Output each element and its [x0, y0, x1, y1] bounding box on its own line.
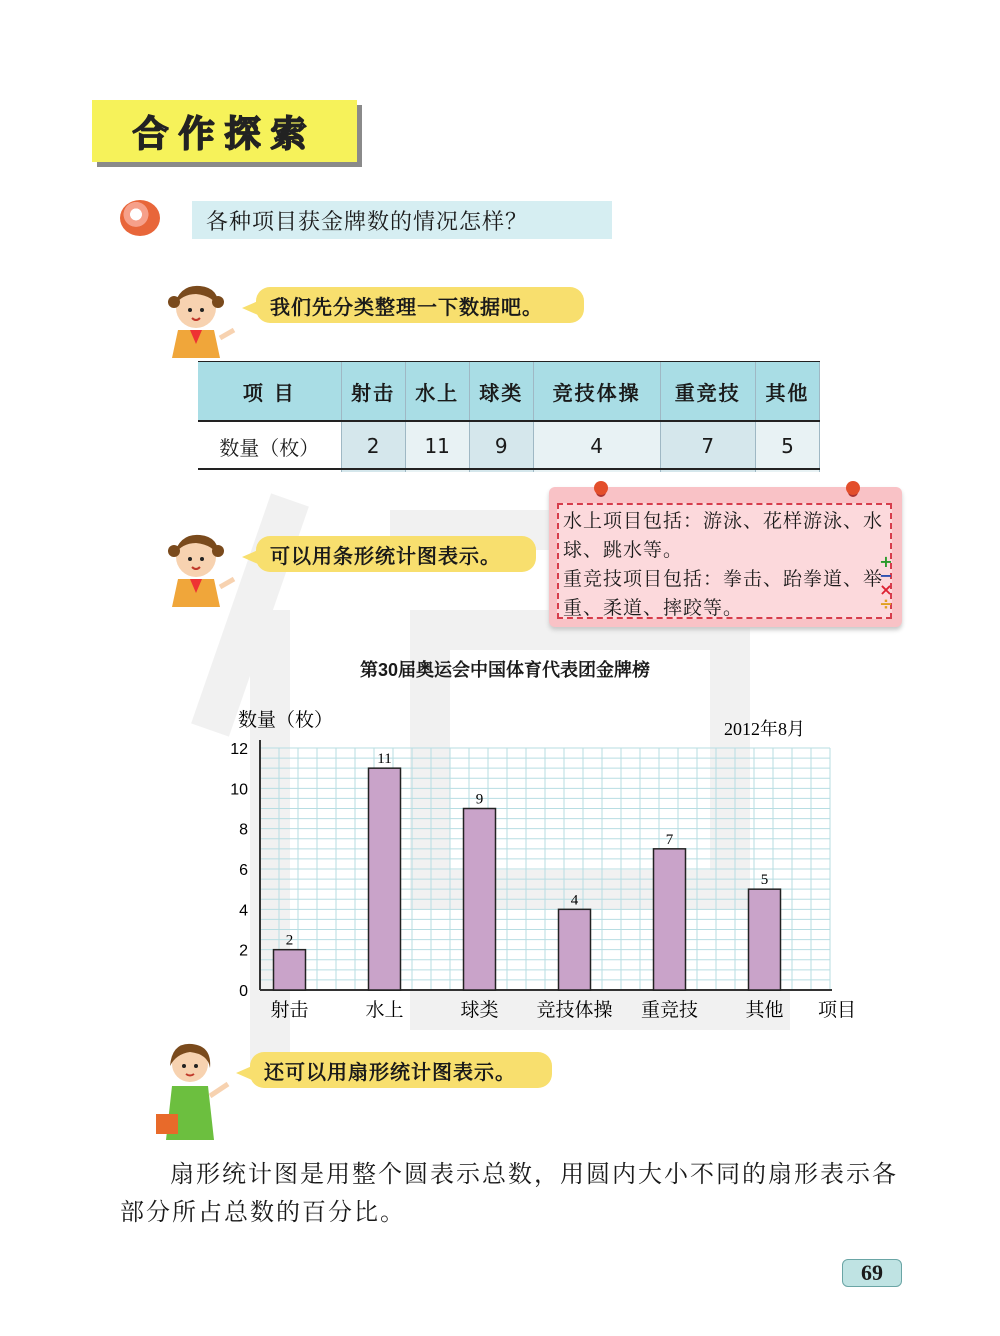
table-mid-rule [198, 420, 820, 422]
speech-text-2: 可以用条形统计图表示。 [270, 543, 501, 568]
speech-text-1: 我们先分类整理一下数据吧。 [270, 294, 543, 319]
y-tick-label: 0 [239, 983, 248, 1000]
x-tick-label: 水上 [365, 999, 404, 1021]
section-header [92, 100, 357, 162]
speech-bubble-1 [256, 287, 584, 323]
speech-text-3: 还可以用扇形统计图表示。 [264, 1059, 516, 1084]
y-tick-label: 4 [239, 902, 248, 920]
note-line-1: 水上项目包括：游泳、花样游泳、水球、跳水等。 [563, 510, 884, 561]
bar [654, 849, 686, 990]
table-cell: 7 [660, 420, 755, 472]
table-header-cell: 射击 [341, 362, 405, 420]
bar-value-label: 11 [377, 751, 392, 768]
section-title: 合作探索 [132, 113, 317, 155]
y-tick-label: 2 [239, 942, 248, 960]
table-header-row [198, 362, 820, 420]
table-bottom-rule [198, 468, 820, 470]
table-row-label: 数量（枚） [198, 420, 341, 472]
speech-bubble-2 [256, 536, 536, 572]
y-tick-label: 6 [239, 862, 248, 879]
speech-bubble-3 [250, 1052, 552, 1088]
table-cell: 4 [533, 420, 660, 472]
y-tick-label: 12 [230, 741, 248, 758]
pushpin-icon [594, 481, 608, 495]
note-line-2: 重竞技项目包括：拳击、跆拳道、举重、柔道、摔跤等。 [563, 568, 884, 619]
y-tick-label: 10 [230, 781, 248, 799]
definition-paragraph: 扇形统计图是用整个圆表示总数，用圆内大小不同的扇形表示各部分所占总数的百分比。 [120, 1160, 898, 1226]
table-cell: 2 [341, 420, 405, 472]
bar [274, 950, 306, 990]
x-axis-label: 项目 [818, 999, 857, 1021]
table-header-cell: 项 目 [198, 362, 341, 420]
y-tick-label: 8 [239, 821, 248, 839]
chart-date: 2012年8月 [724, 719, 805, 739]
table-header-cell: 竞技体操 [533, 362, 660, 420]
page-number: 69 [842, 1259, 902, 1287]
table-cell: 5 [755, 420, 819, 472]
table-cell: 9 [469, 420, 533, 472]
x-tick-label: 重竞技 [640, 999, 699, 1021]
girl-avatar-icon [160, 278, 240, 358]
apple-icon [120, 200, 160, 236]
medal-table [198, 362, 820, 472]
table-header-cell: 水上 [405, 362, 469, 420]
bar-value-label: 4 [570, 892, 579, 909]
table-header-cell: 其他 [755, 362, 819, 420]
x-tick-label: 射击 [270, 999, 309, 1021]
bar [464, 809, 496, 991]
y-axis-label: 数量（枚） [238, 709, 334, 731]
bar [559, 909, 591, 990]
bar-value-label: 7 [665, 831, 674, 848]
table-header-cell: 重竞技 [660, 362, 755, 420]
bar-value-label: 2 [285, 932, 294, 949]
chart-title: 第30届奥运会中国体育代表团金牌榜 [359, 660, 651, 680]
math-operators-icon: + − × ÷ [879, 552, 893, 613]
bar [369, 768, 401, 990]
question-banner [192, 201, 612, 239]
x-tick-label: 其他 [745, 999, 784, 1021]
note-content [557, 503, 892, 619]
x-tick-label: 竞技体操 [536, 999, 613, 1021]
bar-value-label: 5 [760, 872, 769, 889]
table-cell: 11 [405, 420, 469, 472]
x-tick-label: 球类 [460, 999, 499, 1021]
teacher-avatar-icon [150, 1040, 240, 1140]
bar-chart [0, 700, 1000, 1030]
pushpin-icon [846, 481, 860, 495]
girl-avatar-icon [160, 527, 240, 607]
table-row [198, 420, 820, 472]
bar [749, 889, 781, 990]
table-header-cell: 球类 [469, 362, 533, 420]
bar-value-label: 9 [475, 791, 484, 808]
question-text: 各种项目获金牌数的情况怎样？ [206, 209, 529, 235]
